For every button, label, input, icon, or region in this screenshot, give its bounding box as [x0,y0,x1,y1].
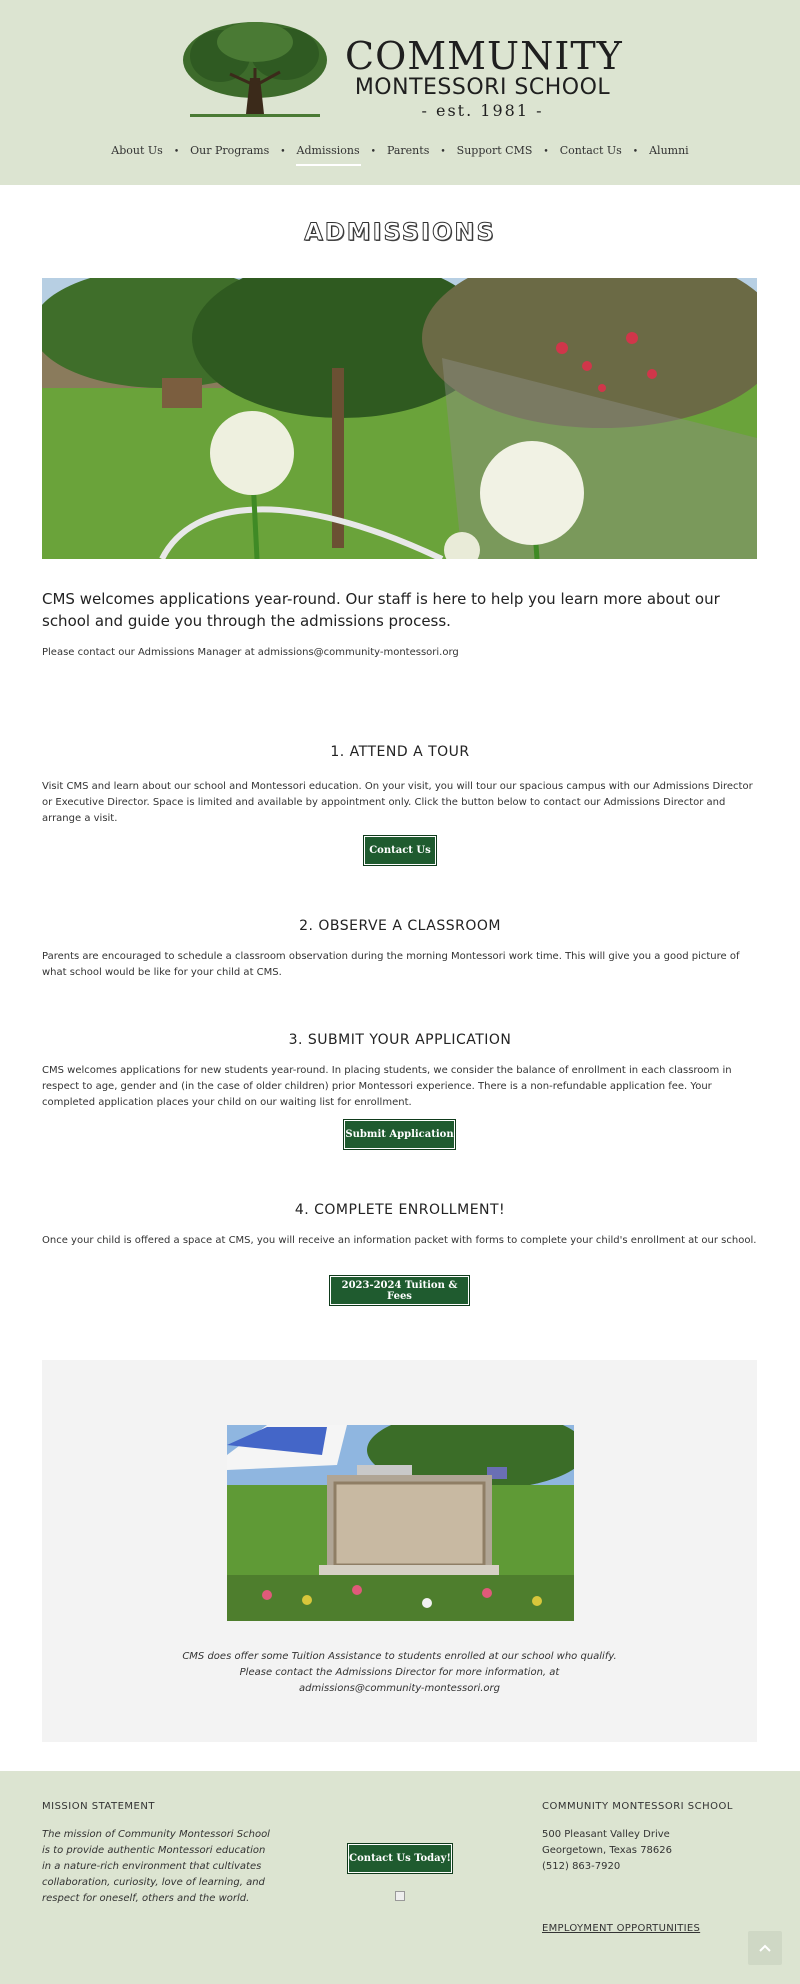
step-1-text: Visit CMS and learn about our school and Montessori education. On your visit, you will tour our spacious campus with our Admissions Director or Executive Director. Space is limited and available by appointment only. Click the button below to contact our Admissions Director and arrange a visit. [42,781,753,824]
employment-opportunities-link[interactable]: EMPLOYMENT OPPORTUNITIES [542,1923,701,1934]
tree-logo-icon [180,18,330,126]
nav-item-parents[interactable]: Parents [386,144,430,157]
logo-text [345,34,623,122]
nav-item-about-us[interactable]: About Us [111,144,163,157]
hero-image [42,278,757,559]
step-4-text: Once your child is offered a space at CMS, you will receive an information packet with forms to complete your child's enrollment at our school. [42,1235,757,1246]
step-3-text: CMS welcomes applications for new students year-round. In placing students, we consider the balance of enrollment in each classroom in respect to age, gender and (in the case of older children) prior Montessori experience. There is a non-refundable application fee. Your completed application places your child on our waiting list for enrollment. [42,1065,732,1108]
logo-line-est: - est. 1981 - [421,101,544,120]
page-title: ADMISSIONS [304,218,496,246]
assistance-line-2: Please contact the Admissions Director for more information, at [239,1667,560,1678]
logo-line-community: COMMUNITY [345,34,623,78]
mission-heading: MISSION STATEMENT [42,1801,155,1812]
site-logo[interactable] [180,18,623,128]
admissions-contact-text: Please contact our Admissions Manager at admissions@community-montessori.org [42,647,459,658]
nav-item-support-cms[interactable]: Support CMS [456,144,533,157]
step-2-text: Parents are encouraged to schedule a classroom observation during the morning Montessori work time. This will give you a good picture of what school would be like for your child at CMS. [42,951,740,978]
logo-line-school: MONTESSORI SCHOOL [354,75,611,100]
mission-text: The mission of Community Montessori School is to provide authentic Montessori education in a nature-rich environment that cultivates collaboration, curiosity, love of learning, and respect for oneself, others and the world. [42,1829,270,1904]
school-heading: COMMUNITY MONTESSORI SCHOOL [542,1801,733,1812]
step-1-heading: 1. ATTEND A TOUR [330,744,470,760]
site-header [0,0,800,185]
back-to-top-button[interactable] [748,1931,782,1965]
school-sign-image [227,1425,574,1621]
nav-separator: • [632,147,639,157]
nav-separator: • [543,147,549,157]
step-2-heading: 2. OBSERVE A CLASSROOM [299,918,501,934]
contact-us-button[interactable]: Contact Us [363,835,437,866]
broken-image-icon [395,1891,405,1901]
nav-separator: • [440,147,446,157]
address-line-2: Georgetown, Texas 78626 [542,1845,672,1856]
nav-separator: • [280,147,286,157]
tuition-assistance-panel [42,1360,757,1742]
nav-separator: • [370,147,376,157]
address-line-1: 500 Pleasant Valley Drive [542,1829,670,1840]
tuition-assistance-text [42,1649,757,1697]
submit-application-button[interactable]: Submit Application [343,1119,456,1150]
phone-number[interactable]: (512) 863-7920 [542,1861,621,1872]
contact-us-today-button[interactable]: Contact Us Today! [347,1843,453,1874]
assistance-email[interactable]: admissions@community-montessori.org [299,1683,500,1694]
nav-item-alumni[interactable]: Alumni [649,144,689,157]
nav-item-contact-us[interactable]: Contact Us [559,144,622,157]
step-3-heading: 3. SUBMIT YOUR APPLICATION [288,1032,512,1048]
assistance-line-1: CMS does offer some Tuition Assistance to students enrolled at our school who qualify. [182,1651,617,1662]
tuition-fees-button[interactable]: 2023-2024 Tuition & Fees [329,1275,470,1306]
nav-item-our-programs[interactable]: Our Programs [190,144,270,157]
main-nav [0,144,800,157]
back-to-top-icon [759,1944,771,1952]
nav-item-admissions[interactable]: Admissions [290,144,367,157]
nav-separator: • [173,147,180,157]
intro-text: CMS welcomes applications year-round. Our staff is here to help you learn more about our school and guide you through the admissions process. [42,590,720,630]
step-4-heading: 4. COMPLETE ENROLLMENT! [294,1202,506,1218]
site-footer [0,1771,800,1984]
school-address [542,1827,762,1875]
